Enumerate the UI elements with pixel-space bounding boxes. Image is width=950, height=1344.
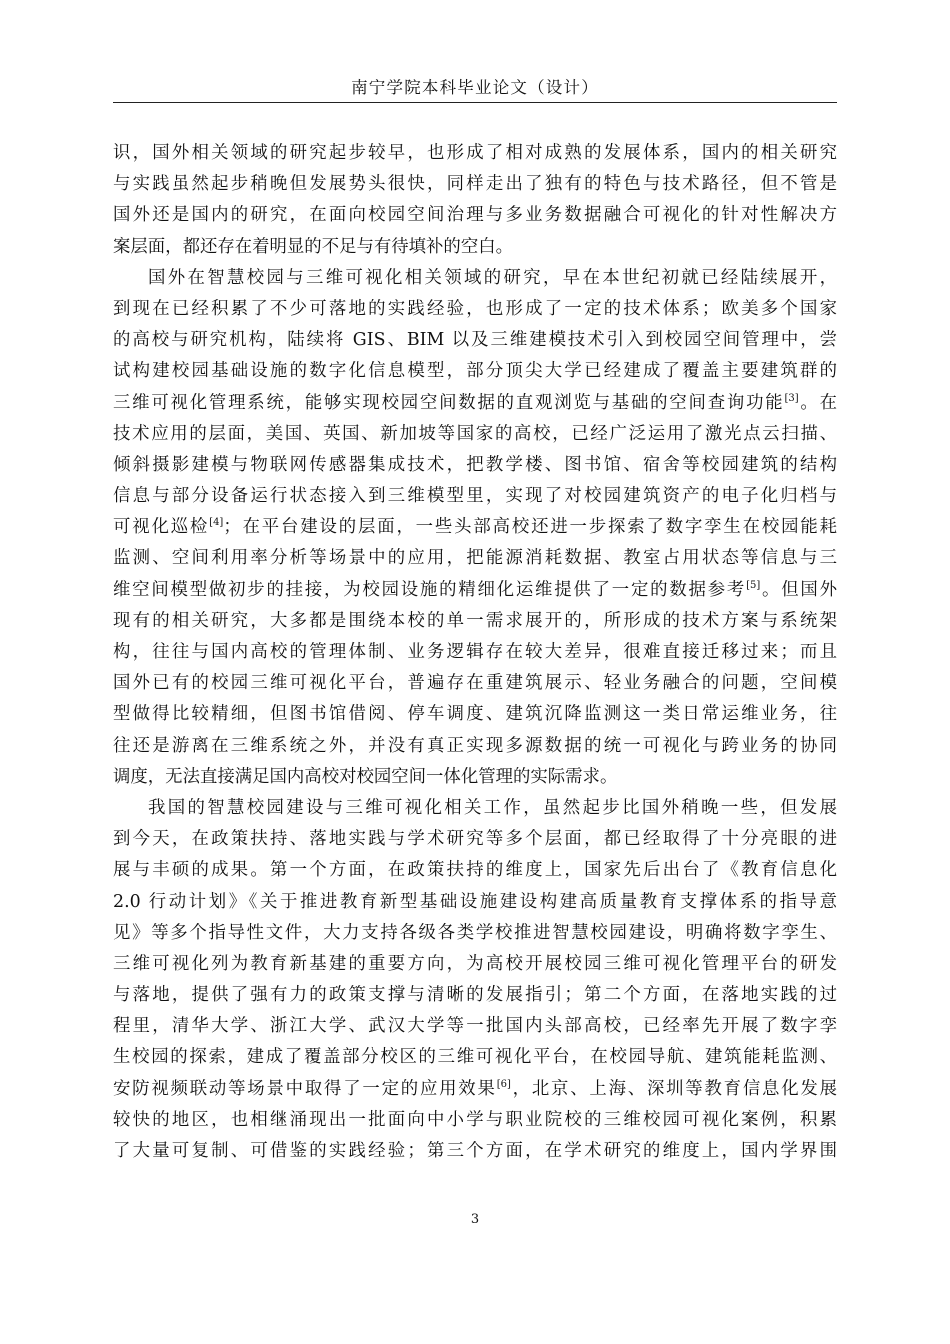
line-text: 试构建校园基础设施的数字化信息模型，部分顶尖大学已经建成了覆盖主要建筑群的 <box>113 361 837 382</box>
line-text: 国外还是国内的研究，在面向校园空间治理与多业务数据融合可视化的针对性解决方 <box>113 205 837 226</box>
citation-ref: [4] <box>209 517 224 529</box>
text-line <box>113 762 837 793</box>
line-text: 较快的地区，也相继涌现出一批面向中小学与职业院校的三维校园可视化案例，积累 <box>113 1109 837 1130</box>
text-line <box>113 388 837 419</box>
text-line <box>113 512 837 543</box>
line-text: 构，往往与国内高校的管理体制、业务逻辑存在较大差异，很难直接迁移过来；而且 <box>113 642 837 662</box>
line-text: 与实践虽然起步稍晚但发展势头很快，同样走出了独有的特色与技术路径，但不管是 <box>113 174 837 195</box>
line-text: 现有的相关研究，大多都是围绕本校的单一需求展开的，所形成的技术方案与系统架 <box>113 610 837 631</box>
line-text: 展与丰硕的成果。第一个方面，在政策扶持的维度上，国家先后出台了《教育信息化 <box>113 860 837 881</box>
line-text: 与落地，提供了强有力的政策支撑与清晰的发展指引；第二个方面，在落地实践的过 <box>113 985 837 1006</box>
paragraph <box>113 793 837 1167</box>
line-text: 到今天，在政策扶持、落地实践与学术研究等多个层面，都已经取得了十分亮眼的进 <box>113 829 837 850</box>
text-line <box>113 668 837 699</box>
line-text: 监测、空间利用率分析等场景中的应用，把能源消耗数据、教室占用状态等信息与三 <box>113 548 837 569</box>
text-line <box>113 263 837 294</box>
text-line <box>113 543 837 574</box>
text-line <box>113 824 837 855</box>
line-text: 倾斜摄影建模与物联网传感器集成技术，把教学楼、图书馆、宿舍等校园建筑的结构 <box>113 454 837 475</box>
line-text-tail: ，北京、上海、深圳等教育信息化发展 <box>510 1078 837 1099</box>
text-line <box>113 980 837 1011</box>
paragraph <box>113 138 837 263</box>
text-line <box>113 200 837 231</box>
text-line <box>113 918 837 949</box>
line-text: 国外已有的校园三维可视化平台，普遍存在重建筑展示、轻业务融合的问题，空间模 <box>113 673 837 694</box>
line-text: 安防视频联动等场景中取得了一定的应用效果 <box>113 1078 497 1099</box>
text-line <box>113 637 837 668</box>
text-line <box>113 356 837 387</box>
line-text-tail: ；在平台建设的层面，一些头部高校还进一步探索了数字孪生在校园能耗 <box>223 517 837 538</box>
citation-ref: [6] <box>496 1078 511 1090</box>
text-line <box>113 1136 837 1167</box>
line-text: 程里，清华大学、浙江大学、武汉大学等一批国内头部高校，已经率先开展了数字孪 <box>113 1016 837 1037</box>
line-text: 型做得比较精细，但图书馆借阅、停车调度、建筑沉降监测这一类日常运维业务，往 <box>113 704 837 725</box>
text-line <box>113 1074 837 1105</box>
line-text: 案层面，都还存在着明显的不足与有待填补的空白。 <box>113 236 513 257</box>
line-text: 识，国外相关领域的研究起步较早，也形成了相对成熟的发展体系，国内的相关研究 <box>113 143 837 163</box>
line-text: 可视化巡检 <box>113 517 210 538</box>
text-line <box>113 294 837 325</box>
line-text: 了大量可复制、可借鉴的实践经验；第三个方面，在学术研究的维度上，国内学界围 <box>113 1141 837 1161</box>
line-text: 我国的智慧校园建设与三维可视化相关工作，虽然起步比国外稍晚一些，但发展 <box>148 797 837 818</box>
line-text: 维空间模型做初步的挂接，为校园设施的精细化运维提供了一定的数据参考 <box>113 579 747 600</box>
line-text: 信息与部分设备运行状态接入到三维模型里，实现了对校园建筑资产的电子化归档与 <box>113 486 837 507</box>
line-text: 往还是游离在三维系统之外，并没有真正实现多源数据的统一可视化与跨业务的协同 <box>113 735 837 756</box>
line-text: 到现在已经积累了不少可落地的实践经验，也形成了一定的技术体系；欧美多个国家 <box>113 298 837 319</box>
page-header-title: 南宁学院本科毕业论文（设计） <box>351 78 599 97</box>
text-line <box>113 606 837 637</box>
line-text: 调度，无法直接满足国内高校对校园空间一体化管理的实际需求。 <box>113 766 618 787</box>
line-text: 三维可视化管理系统，能够实现校园空间数据的直观浏览与基础的空间查询功能 <box>113 392 785 413</box>
citation-ref: [5] <box>746 579 761 591</box>
text-line <box>113 1042 837 1073</box>
line-text-tail: 。但国外 <box>760 579 837 600</box>
line-text: 生校园的探索，建成了覆盖部分校区的三维可视化平台，在校园导航、建筑能耗监测、 <box>113 1047 837 1068</box>
text-line <box>113 232 837 263</box>
text-line <box>113 949 837 980</box>
line-text: 技术应用的层面，美国、英国、新加坡等国家的高校，已经广泛运用了激光点云扫描、 <box>113 423 837 444</box>
text-line <box>113 793 837 824</box>
line-text: 三维可视化列为教育新基建的重要方向，为高校开展校园三维可视化管理平台的研发 <box>113 953 837 974</box>
line-text: 国外在智慧校园与三维可视化相关领域的研究，早在本世纪初就已经陆续展开， <box>148 267 837 288</box>
text-line <box>113 1011 837 1042</box>
line-text: 见》等多个指导性文件，大力支持各级各类学校推进智慧校园建设，明确将数字孪生、 <box>113 922 837 943</box>
citation-ref: [3] <box>784 392 799 404</box>
header-rule <box>113 102 837 103</box>
text-line <box>113 419 837 450</box>
text-line <box>113 731 837 762</box>
text-line <box>113 169 837 200</box>
text-line <box>113 887 837 918</box>
text-line <box>113 699 837 730</box>
text-line <box>113 325 837 356</box>
text-line <box>113 138 837 169</box>
line-text-tail: 。在 <box>798 392 837 413</box>
text-line <box>113 450 837 481</box>
text-line <box>113 481 837 512</box>
text-line <box>113 575 837 606</box>
page-number: 3 <box>470 1212 480 1227</box>
text-line <box>113 855 837 886</box>
body-text <box>113 138 837 1167</box>
paragraph <box>113 263 837 793</box>
line-text: 的高校与研究机构，陆续将 GIS、BIM 以及三维建模技术引入到校园空间管理中，尝 <box>113 330 837 351</box>
line-text: 2.0 行动计划》《关于推进教育新型基础设施建设构建高质量教育支撑体系的指导意 <box>113 891 837 912</box>
text-line <box>113 1105 837 1136</box>
